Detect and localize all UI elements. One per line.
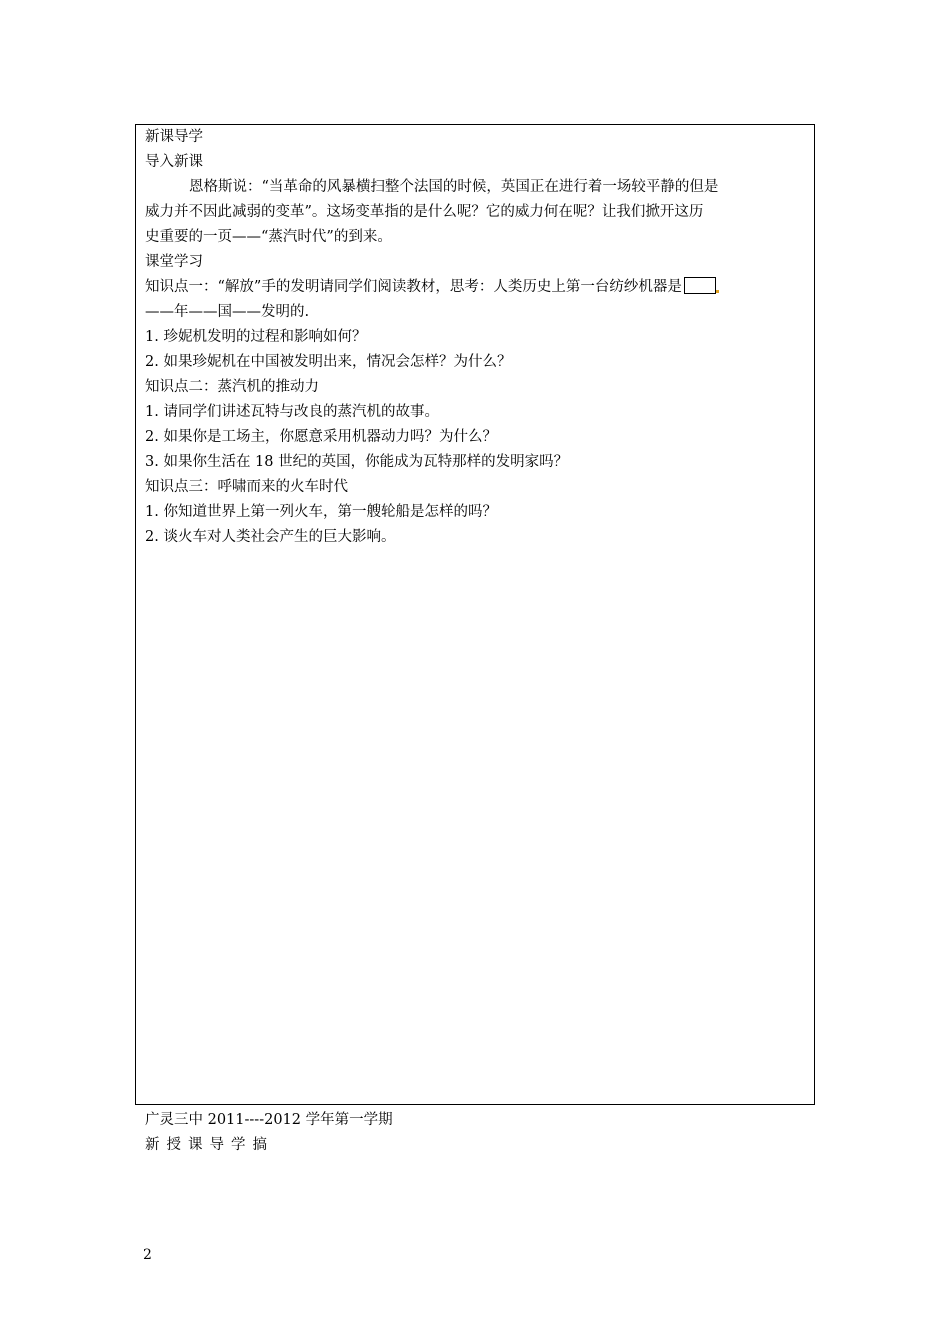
page-number: 2: [143, 1247, 152, 1263]
intro-paragraph-line-1: 恩格斯说：“当革命的风暴横扫整个法国的时候，英国正在进行着一场较平静的但是: [189, 179, 719, 195]
subheading-class-study: 课堂学习: [145, 254, 203, 270]
subheading-intro: 导入新课: [145, 154, 203, 170]
knowledge-point-1-continued: ——年——国——发明的.: [145, 304, 310, 320]
question-2-1: 1. 请同学们讲述瓦特与改良的蒸汽机的故事。: [145, 404, 439, 420]
footer-school-term: 广灵三中 2011----2012 学年第一学期: [145, 1112, 393, 1128]
question-2-3: 3. 如果你生活在 18 世纪的英国，你能成为瓦特那样的发明家吗？: [145, 454, 569, 470]
content-box: [135, 124, 815, 1105]
question-2-2: 2. 如果你是工场主，你愿意采用机器动力吗？为什么？: [145, 429, 497, 445]
footer-doc-type: 新授课导学搞: [145, 1137, 274, 1153]
intro-paragraph-line-2: 威力并不因此减弱的变革”。这场变革指的是什么呢？它的威力何在呢？让我们掀开这历: [145, 204, 704, 220]
question-1-2: 2. 如果珍妮机在中国被发明出来，情况会怎样？为什么？: [145, 354, 512, 370]
question-3-1: 1. 你知道世界上第一列火车，第一艘轮船是怎样的吗？: [145, 504, 497, 520]
section-heading-new-lesson: 新课导学: [145, 129, 203, 145]
knowledge-point-1-text: 知识点一：“解放”手的发明请同学们阅读教材，思考：人类历史上第一台纺纱机器是: [145, 279, 682, 295]
knowledge-point-3: 知识点三：呼啸而来的火车时代: [145, 479, 348, 495]
question-1-1: 1. 珍妮机发明的过程和影响如何？: [145, 329, 367, 345]
knowledge-point-2: 知识点二：蒸汽机的推动力: [145, 379, 319, 395]
answer-blank: [684, 277, 716, 294]
question-3-2: 2. 谈火车对人类社会产生的巨大影响。: [145, 529, 396, 545]
knowledge-point-1: [145, 277, 719, 297]
edit-mark: [716, 290, 719, 293]
intro-paragraph-line-3: 史重要的一页——“蒸汽时代”的到来。: [145, 229, 392, 245]
